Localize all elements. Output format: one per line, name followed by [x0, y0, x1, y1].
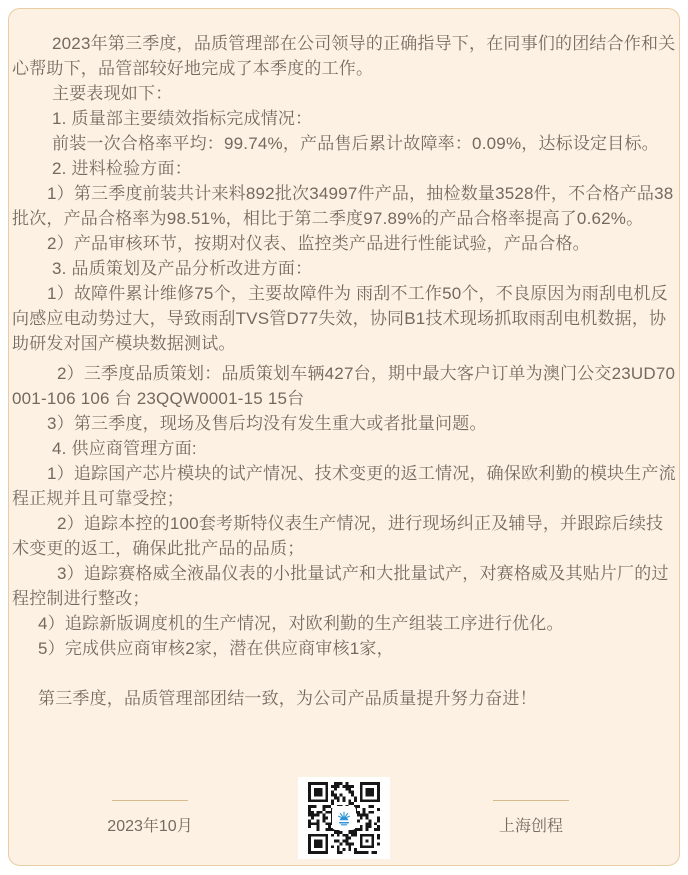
report-paragraph: 2023年第三季度，品质管理部在公司领导的正确指导下，在同事们的团结合作和关心帮助下，品管部较好地完成了本季度的工作。 — [12, 34, 676, 78]
report-paragraph: 3. 品质策划及产品分析改进方面： — [52, 259, 313, 278]
report-paragraph: 4）追踪新版调度机的生产情况，对欧利勤的生产组装工序进行优化。 — [38, 614, 564, 633]
footer-divider — [493, 800, 569, 801]
report-paragraph: 1）追踪国产芯片模块的试产情况、技术变更的返工情况，确保欧利勤的模块生产流程正规并且可靠受控； — [12, 464, 676, 508]
report-paragraph: 前装一次合格率平均：99.74%，产品售后累计故障率：0.09%，达标设定目标。 — [52, 134, 659, 153]
footer-divider — [112, 800, 188, 801]
footer-date: 2023年10月 — [107, 818, 193, 835]
report-paragraph: 1. 质量部主要绩效指标完成情况： — [52, 109, 313, 128]
report-paragraph: 2. 进料检验方面： — [52, 159, 192, 178]
report-paragraph: 2）产品审核环节，按期对仪表、监控类产品进行性能试验，产品合格。 — [47, 234, 590, 253]
footer-company-group — [388, 800, 674, 836]
report-paragraph: 5）完成供应商审核2家，潜在供应商审核1家， — [38, 639, 394, 658]
report-paragraph: 3）追踪赛格威全液晶仪表的小批量试产和大批量试产，对赛格威及其贴片厂的过程控制进行整改； — [12, 564, 669, 608]
report-footer — [12, 777, 676, 859]
footer-date-group — [7, 800, 293, 836]
report-paragraph: 2）追踪本控的100套考斯特仪表生产情况，进行现场纠正及辅导，并跟踪后续技术变更的返工，确保此批产品的品质； — [12, 514, 664, 558]
report-paragraph: 1）故障件累计维修75个，主要故障件为 雨刮不工作50个，不良原因为雨刮电机反向感应电动势过大，导致雨刮TVS管D77失效，协同B1技术现场抓取雨刮电机数据，协助研发对国产模块数据测试。 — [12, 284, 668, 353]
qr-code — [298, 777, 390, 859]
report-paragraph: 第三季度，品质管理部团结一致，为公司产品质量提升努力奋进！ — [38, 689, 537, 708]
footer-company: 上海创程 — [498, 818, 563, 835]
report-paragraph: 2）三季度品质策划：品质策划车辆427台，期中最大客户订单为澳门公交23UD70001-106 106 台 23QQW0001-15 15台 — [12, 364, 676, 408]
report-paragraph: 4. 供应商管理方面: — [52, 439, 197, 458]
report-paragraph: 3）第三季度，现场及售后均没有发生重大或者批量问题。 — [47, 414, 487, 433]
sunburst-logo-icon — [332, 806, 356, 830]
report-body — [12, 31, 676, 711]
report-paragraph: 1）第三季度前装共计来料892批次34997件产品，抽检数量3528件，不合格产品38批次，产品合格率为98.51%，相比于第二季度97.89%的产品合格率提高了0.62%。 — [12, 184, 674, 228]
report-card — [8, 8, 680, 866]
report-paragraph: 主要表现如下： — [52, 84, 173, 103]
